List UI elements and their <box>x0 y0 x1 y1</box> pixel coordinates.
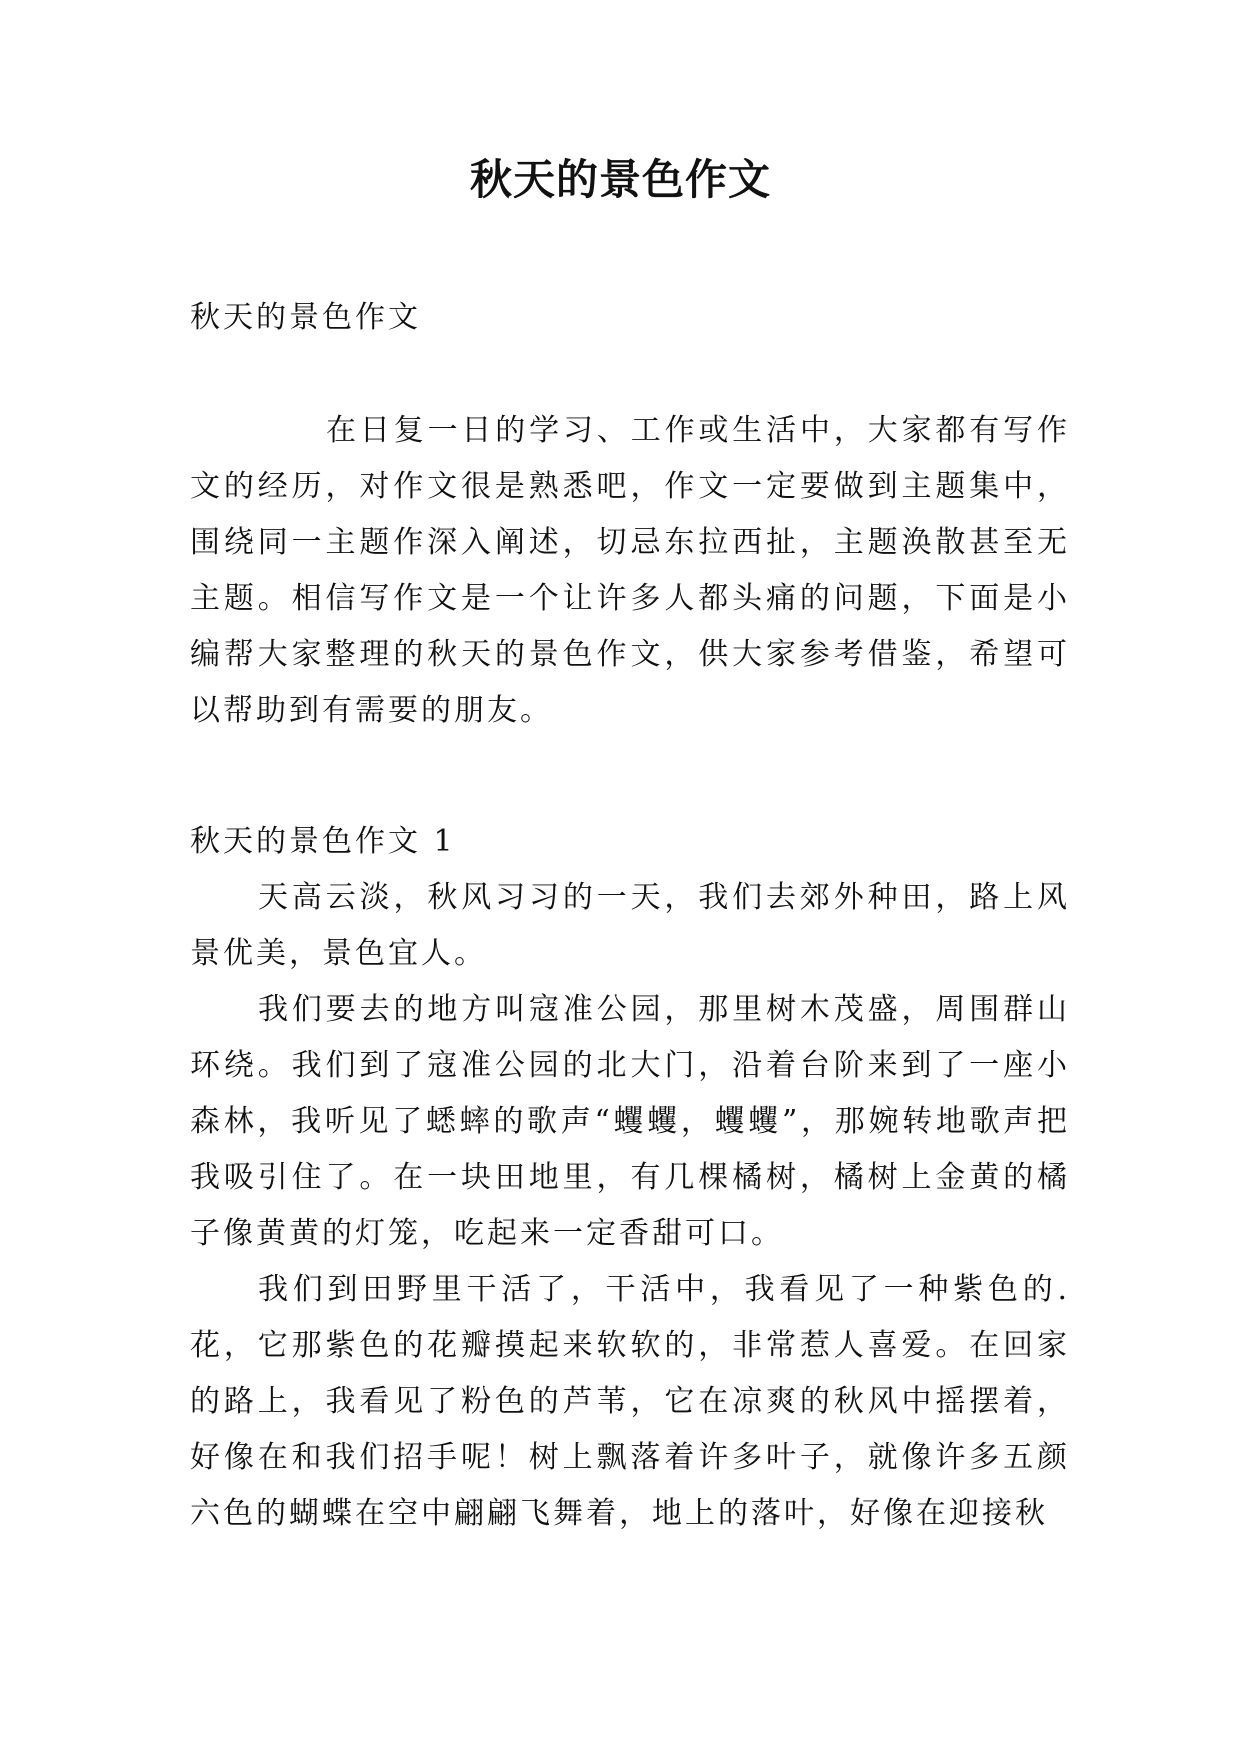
essay-paragraph-2: 我们要去的地方叫寇准公园，那里树木茂盛，周围群山环绕。我们到了寇准公园的北大门，沿着台阶来到了一座小森林，我听见了蟋蟀的歌声“蠼蠼，蠼蠼”，那婉转地歌声把我吸引住了。在一块田地里，有几棵橘树，橘树上金黄的橘子像黄黄的灯笼，吃起来一定香甜可口。 <box>190 992 1070 1251</box>
section-heading: 秋天的景色作文 1 <box>190 824 456 859</box>
document-subtitle: 秋天的景色作文 <box>190 300 421 335</box>
document-title: 秋天的景色作文 <box>469 155 771 204</box>
essay-paragraph-3: 我们到田野里干活了，干活中，我看见了一种紫色的.花，它那紫色的花瓣摸起来软软的，非常惹人喜爱。在回家的路上，我看见了粉色的芦苇，它在凉爽的秋风中摇摆着，好像在和我们招手呢！树上飘落着许多叶子，就像许多五颜六色的蝴蝶在空中翩翩飞舞着，地上的落叶，好像在迎接秋 <box>190 1272 1070 1531</box>
essay-paragraph-1: 天高云淡，秋风习习的一天，我们去郊外种田，路上风景优美，景色宜人。 <box>190 880 1070 971</box>
intro-paragraph: 在日复一日的学习、工作或生活中，大家都有写作文的经历，对作文很是熟悉吧，作文一定要做到主题集中，围绕同一主题作深入阐述，切忌东拉西扯，主题涣散甚至无主题。相信写作文是一个让许多人都头痛的问题，下面是小编帮大家整理的秋天的景色作文，供大家参考借鉴，希望可以帮助到有需要的朋友。 <box>190 413 1070 728</box>
essay-body <box>190 870 1070 1542</box>
